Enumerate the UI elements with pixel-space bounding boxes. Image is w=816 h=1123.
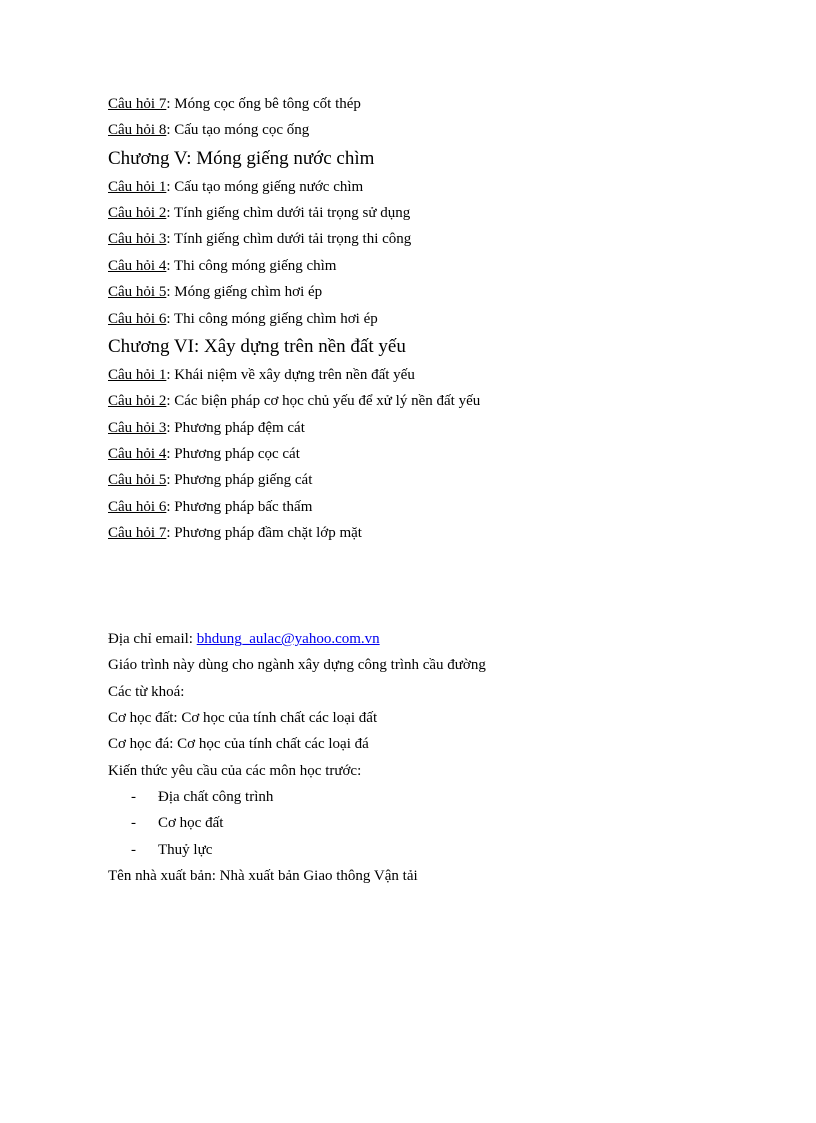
question-link[interactable]: Câu hỏi 1 xyxy=(108,179,167,195)
usage-line: Giáo trình này dùng cho ngành xây dựng công trình cầu đường xyxy=(108,657,486,673)
question-item[interactable] xyxy=(108,418,305,438)
question-item[interactable] xyxy=(108,309,378,329)
question-text: : Phương pháp giếng cát xyxy=(166,472,313,488)
question-text: : Phương pháp bấc thấm xyxy=(166,499,313,515)
chapter-5-heading: Chương V: Móng giếng nước chìm xyxy=(108,148,375,169)
question-text: : Phương pháp cọc cát xyxy=(166,446,300,462)
question-text: : Móng giếng chìm hơi ép xyxy=(166,284,323,300)
question-link[interactable]: Câu hỏi 8 xyxy=(108,122,167,138)
question-item[interactable] xyxy=(108,256,336,276)
question-link[interactable]: Câu hỏi 5 xyxy=(108,472,167,488)
question-link[interactable]: Câu hỏi 5 xyxy=(108,284,167,300)
question-item[interactable] xyxy=(108,177,363,197)
keyword-soil-mechanics: Cơ học đất: Cơ học của tính chất các loại đất xyxy=(108,710,378,726)
question-text: : Thi công móng giếng chìm hơi ép xyxy=(166,311,378,327)
chapter-6-heading: Chương VI: Xây dựng trên nền đất yếu xyxy=(108,336,406,357)
question-text: : Phương pháp đệm cát xyxy=(166,420,305,436)
question-item[interactable] xyxy=(108,444,300,464)
email-line xyxy=(108,629,380,649)
question-item[interactable] xyxy=(108,391,480,411)
question-item[interactable] xyxy=(108,94,361,114)
question-link[interactable]: Câu hỏi 2 xyxy=(108,393,167,409)
question-text: : Tính giếng chìm dưới tải trọng thi công xyxy=(166,231,412,247)
prerequisite-item: Cơ học đất xyxy=(158,815,224,831)
question-text: : Cấu tạo móng cọc ống xyxy=(166,122,310,138)
question-item[interactable] xyxy=(108,229,411,249)
question-link[interactable]: Câu hỏi 4 xyxy=(108,446,167,462)
question-link[interactable]: Câu hỏi 3 xyxy=(108,231,167,247)
keywords-label: Các từ khoá: xyxy=(108,684,185,700)
question-link[interactable]: Câu hỏi 7 xyxy=(108,525,167,541)
question-item[interactable] xyxy=(108,523,362,543)
question-link[interactable]: Câu hỏi 3 xyxy=(108,420,167,436)
question-item[interactable] xyxy=(108,203,410,223)
bullet-marker: - xyxy=(131,842,136,858)
bullet-marker: - xyxy=(131,815,136,831)
question-link[interactable]: Câu hỏi 6 xyxy=(108,499,167,515)
question-text: : Tính giếng chìm dưới tải trọng sử dụng xyxy=(166,205,411,221)
question-item[interactable] xyxy=(108,365,415,385)
email-label: Địa chỉ email: xyxy=(108,631,197,647)
question-link[interactable]: Câu hỏi 2 xyxy=(108,205,167,221)
question-item[interactable] xyxy=(108,282,322,302)
question-text: : Thi công móng giếng chìm xyxy=(166,258,337,274)
question-item[interactable] xyxy=(108,497,312,517)
question-link[interactable]: Câu hỏi 6 xyxy=(108,311,167,327)
question-text: : Khái niệm về xây dựng trên nền đất yếu xyxy=(166,367,415,383)
prerequisite-item: Thuỷ lực xyxy=(158,842,213,858)
question-link[interactable]: Câu hỏi 1 xyxy=(108,367,167,383)
question-text: : Phương pháp đầm chặt lớp mặt xyxy=(166,525,362,541)
question-link[interactable]: Câu hỏi 4 xyxy=(108,258,167,274)
email-link[interactable]: bhdung_aulac@yahoo.com.vn xyxy=(196,631,380,647)
question-link[interactable]: Câu hỏi 7 xyxy=(108,96,167,112)
bullet-marker: - xyxy=(131,789,136,805)
prerequisites-label: Kiến thức yêu cầu của các môn học trước: xyxy=(108,763,362,779)
question-text: : Móng cọc ống bê tông cốt thép xyxy=(166,96,361,112)
question-item[interactable] xyxy=(108,470,312,490)
question-item[interactable] xyxy=(108,120,309,140)
publisher-line: Tên nhà xuất bản: Nhà xuất bản Giao thông Vận tải xyxy=(108,868,418,884)
question-text: : Cấu tạo móng giếng nước chìm xyxy=(166,179,364,195)
question-text: : Các biện pháp cơ học chủ yếu để xử lý nền đất yếu xyxy=(166,393,481,409)
prerequisite-item: Địa chất công trình xyxy=(158,789,274,805)
keyword-rock-mechanics: Cơ học đá: Cơ học của tính chất các loại đá xyxy=(108,736,369,752)
